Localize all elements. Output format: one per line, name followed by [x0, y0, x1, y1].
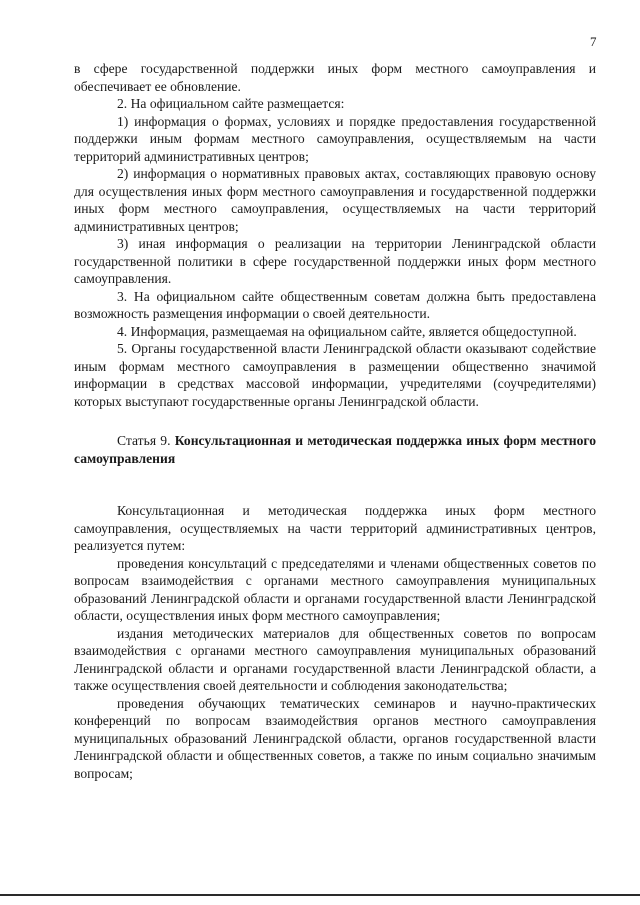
- list-item-publications: издания методических материалов для общественных советов по вопросам взаимодействия с органами местного самоуправления муниципальных образований Ленинградской области и органами государственной власти Ленинградской области, а также осуществления своей деятельности и соблюдения законодательства;: [74, 625, 596, 693]
- paragraph-intro: Консультационная и методическая поддержка иных форм местного самоуправления, осуществляемых на части территорий административных центров, реализуется путем:: [74, 503, 596, 553]
- paragraph-item-3: 3. На официальном сайте общественным советам должна быть предоставлена возможность размещения информации о своей деятельности.: [74, 288, 596, 321]
- page-bottom-border: [0, 894, 640, 896]
- paragraph-item-2: 2. На официальном сайте размещается:: [117, 96, 345, 111]
- article-title: Консультационная и методическая поддержка иных форм местного самоуправления: [74, 433, 597, 466]
- page-number: 7: [590, 34, 597, 49]
- list-item-consultations: проведения консультаций с председателями и членами общественных советов по вопросам взаимодействия с органами местного самоуправления муниципальных образований Ленинградской области и органами государственной власти Ленинградской области, осуществления иных форм местного самоуправления;: [74, 555, 596, 623]
- list-item-seminars: проведения обучающих тематических семинаров и научно-практических конференций по вопросам взаимодействия органов местного самоуправления муниципальных образований Ленинградской области, органов государственной власти Ленинградской области и общественных советов, а также по иным социально значимым вопросам;: [74, 695, 596, 781]
- paragraph-subitem-3: 3) иная информация о реализации на территории Ленинградской области государственной политики в сфере государственной поддержки иных форм местного самоуправления.: [74, 236, 596, 286]
- document-body: [74, 60, 596, 782]
- paragraph-item-5: 5. Органы государственной власти Ленинградской области оказывают содействие иным формам местного самоуправления в размещении общественно значимой информации в средствах массовой информации, учредителями (соучредителями) которых выступают государственные органы Ленинградской области.: [74, 341, 596, 409]
- paragraph-item-4: 4. Информация, размещаемая на официальном сайте, является общедоступной.: [117, 323, 577, 339]
- paragraph-continuation: в сфере государственной поддержки иных форм местного самоуправления и обеспечивает ее обновление.: [74, 61, 596, 94]
- paragraph-subitem-1: 1) информация о формах, условиях и порядке предоставления государственной поддержки иным формам местного самоуправления, осуществляемым на части территорий административных центров;: [74, 113, 596, 164]
- paragraph-subitem-2: 2) информация о нормативных правовых актах, составляющих правовую основу для осуществления иных форм местного самоуправления и государственной поддержки иных форм местного самоуправления, осуществляемых на части территорий административных центров;: [74, 166, 596, 234]
- article-heading: [74, 432, 596, 467]
- article-label: Статья 9.: [117, 433, 171, 448]
